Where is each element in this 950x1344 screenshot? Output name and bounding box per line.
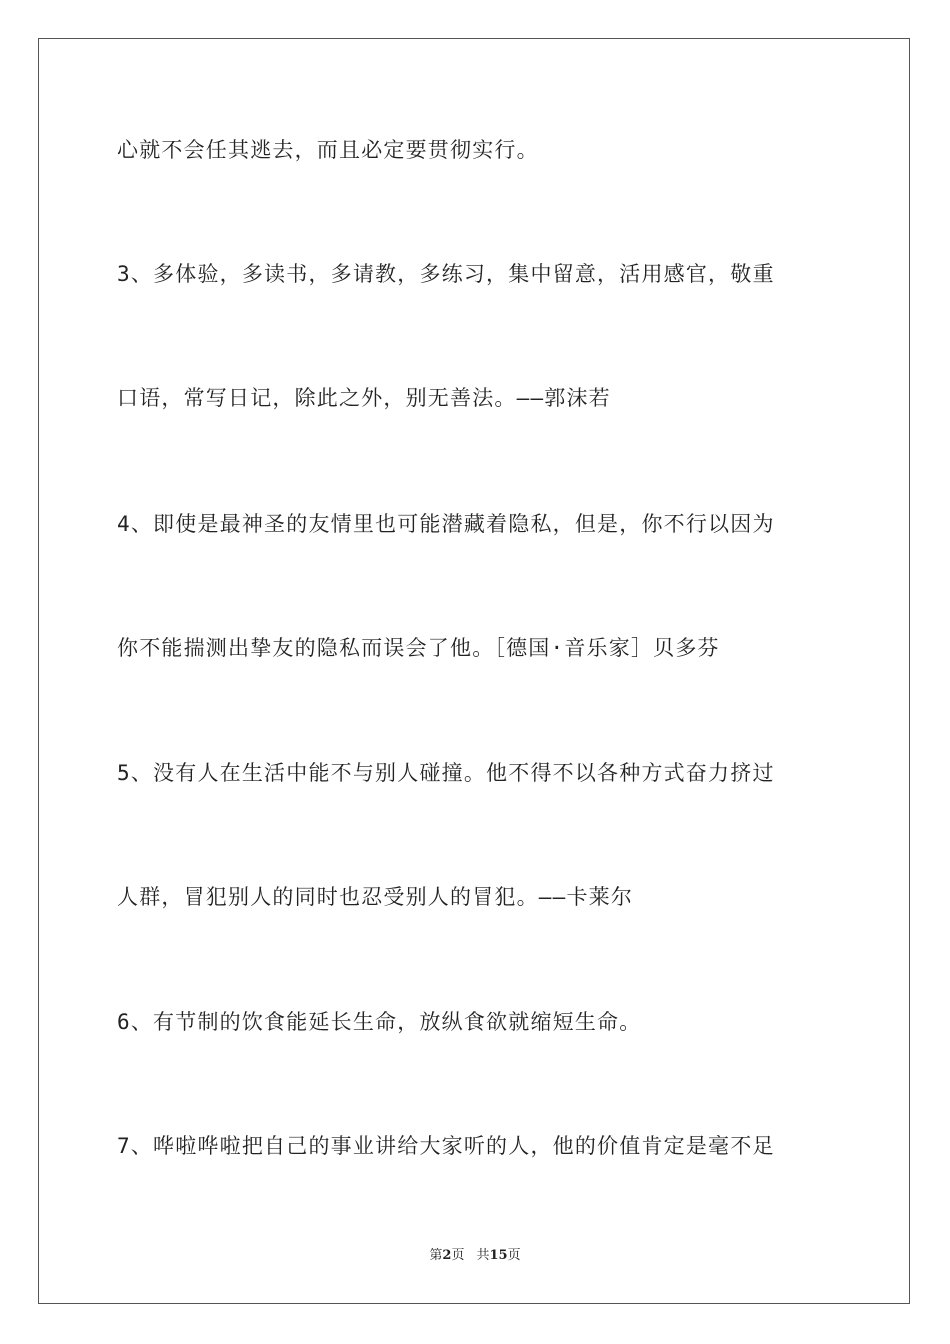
text-line-1: 心就不会任其逃去，而且必定要贯彻实行。 bbox=[117, 138, 539, 162]
total-suffix: 页 bbox=[507, 1248, 521, 1263]
text-line-7: 人群，冒犯别人的同时也忍受别人的冒犯。——卡莱尔 bbox=[117, 885, 634, 909]
page-number: 2 bbox=[442, 1248, 452, 1263]
text-line-5: 你不能揣测出挚友的隐私而误会了他。［德国·音乐家］贝多芬 bbox=[117, 636, 720, 660]
page-prefix: 第 bbox=[429, 1248, 443, 1263]
total-pages: 15 bbox=[489, 1248, 508, 1263]
page-suffix: 页 bbox=[451, 1248, 465, 1263]
page-border bbox=[38, 38, 910, 1304]
page-footer bbox=[0, 1247, 950, 1265]
text-line-9: 7、哗啦哗啦把自己的事业讲给大家听的人，他的价值肯定是毫不足 bbox=[117, 1134, 775, 1158]
text-line-2: 3、多体验，多读书，多请教，多练习，集中留意，活用感官，敬重 bbox=[117, 262, 775, 286]
text-line-4: 4、即使是最神圣的友情里也可能潜藏着隐私，但是，你不行以因为 bbox=[117, 512, 775, 536]
text-line-8: 6、有节制的饮食能延长生命，放纵食欲就缩短生命。 bbox=[117, 1010, 642, 1034]
text-line-6: 5、没有人在生活中能不与别人碰撞。他不得不以各种方式奋力挤过 bbox=[117, 761, 775, 785]
total-prefix: 共 bbox=[476, 1248, 490, 1263]
text-line-3: 口语，常写日记，除此之外，别无善法。——郭沫若 bbox=[117, 386, 611, 410]
